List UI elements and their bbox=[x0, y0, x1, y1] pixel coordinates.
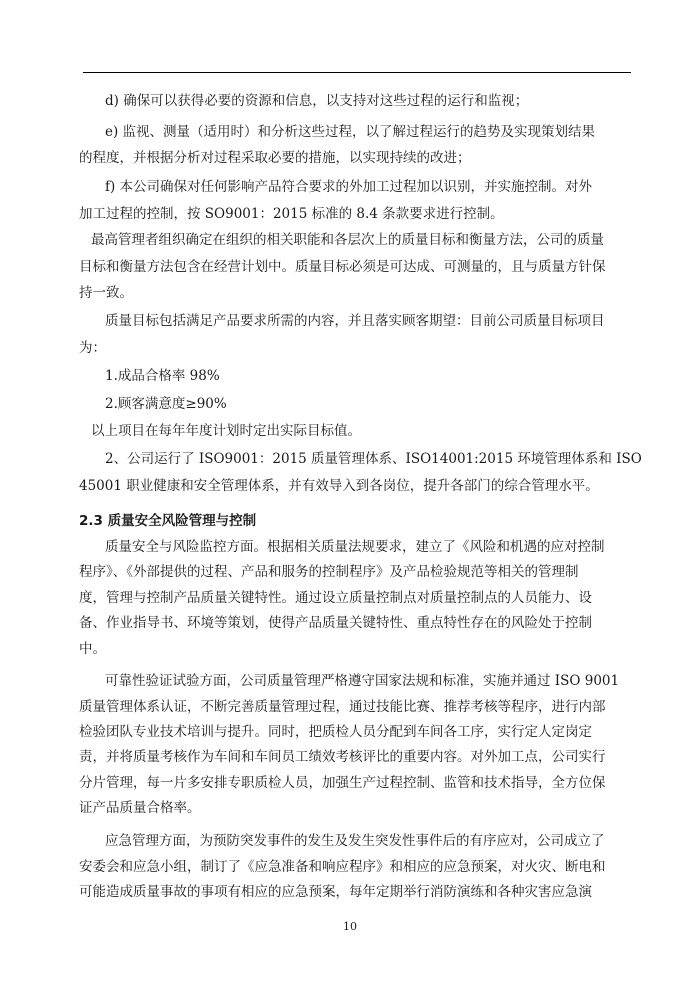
text-line: 1.成品合格率 98% bbox=[105, 368, 220, 384]
text-line: 的程度，并根据分析对过程采取必要的措施，以实现持续的改进； bbox=[79, 150, 471, 166]
text-line: 目标和衡量方法包含在经营计划中。质量目标必须是可达成、可测量的，且与质量方针保 bbox=[79, 259, 606, 275]
header-rule bbox=[83, 72, 631, 73]
text-line: 责，并将质量考核作为车间和车间员工绩效考核评比的重要内容。对外加工点，公司实行 bbox=[79, 749, 606, 765]
text-line: e) 监视、测量（适用时）和分析这些过程，以了解过程运行的趋势及实现策划结果 bbox=[105, 124, 596, 140]
text-line: 2.顾客满意度≥90% bbox=[105, 396, 227, 412]
text-line: 以上项目在每年年度计划时定出实际目标值。 bbox=[91, 423, 361, 439]
text-line: 应急管理方面，为预防突发事件的发生及发生突发性事件后的有序应对，公司成立了 bbox=[105, 833, 605, 849]
text-line: 可靠性验证试验方面，公司质量管理严格遵守国家法规和标准，实施并通过 ISO 9001 bbox=[105, 673, 620, 689]
text-line: f) 本公司确保对任何影响产品符合要求的外加工过程加以识别，并实施控制。对外 bbox=[105, 179, 593, 195]
text-line: 持一致。 bbox=[79, 285, 133, 301]
text-line: 中。 bbox=[79, 641, 106, 657]
text-line: 程序》、《外部提供的过程、产品和服务的控制程序》及产品检验规范等相关的管理制 bbox=[79, 564, 579, 580]
text-line: 为： bbox=[79, 340, 106, 356]
section-heading: 2.3 质量安全风险管理与控制 bbox=[79, 513, 257, 529]
text-line: 度，管理与控制产品质量关键特性。通过设立质量控制点对质量控制点的人员能力、设 bbox=[79, 590, 592, 606]
page-number: 10 bbox=[343, 920, 357, 933]
text-line: 45001 职业健康和安全管理体系，并有效导入到各岗位，提升各部门的综合管理水平。 bbox=[79, 478, 599, 494]
text-line: 质量管理体系认证，不断完善质量管理过程，通过技能比赛、推荐考核等程序，进行内部 bbox=[79, 699, 606, 715]
text-line: 检验团队专业技术培训与提升。同时，把质检人员分配到车间各工序，实行定人定岗定 bbox=[79, 724, 592, 740]
text-line: 质量目标包括满足产品要求所需的内容，并且落实顾客期望：目前公司质量目标项目 bbox=[105, 313, 605, 329]
text-line: 质量安全与风险监控方面。根据相关质量法规要求，建立了《风险和机遇的应对控制 bbox=[105, 539, 605, 555]
text-line: 最高管理者组织确定在组织的相关职能和各层次上的质量目标和衡量方法，公司的质量 bbox=[91, 232, 604, 248]
text-line: 分片管理，每一片多安排专职质检人员，加强生产过程控制、监管和技术指导，全方位保 bbox=[79, 775, 606, 791]
text-line: d) 确保可以获得必要的资源和信息，以支持对这些过程的运行和监视； bbox=[105, 93, 529, 109]
text-line: 可能造成质量事故的事项有相应的应急预案，每年定期举行消防演练和各种灾害应急演 bbox=[79, 884, 592, 900]
text-line: 加工过程的控制，按 SO9001：2015 标准的 8.4 条款要求进行控制。 bbox=[79, 206, 504, 222]
text-line: 2、公司运行了 ISO9001：2015 质量管理体系、ISO14001:2015 环境管理体系和 ISO bbox=[105, 451, 642, 467]
text-line: 备、作业指导书、环境等策划，使得产品质量关键特性、重点特性存在的风险处于控制 bbox=[79, 615, 592, 631]
text-line: 安委会和应急小组，制订了《应急准备和响应程序》和相应的应急预案，对火灾、断电和 bbox=[79, 859, 606, 875]
text-line: 证产品质量合格率。 bbox=[79, 800, 201, 816]
